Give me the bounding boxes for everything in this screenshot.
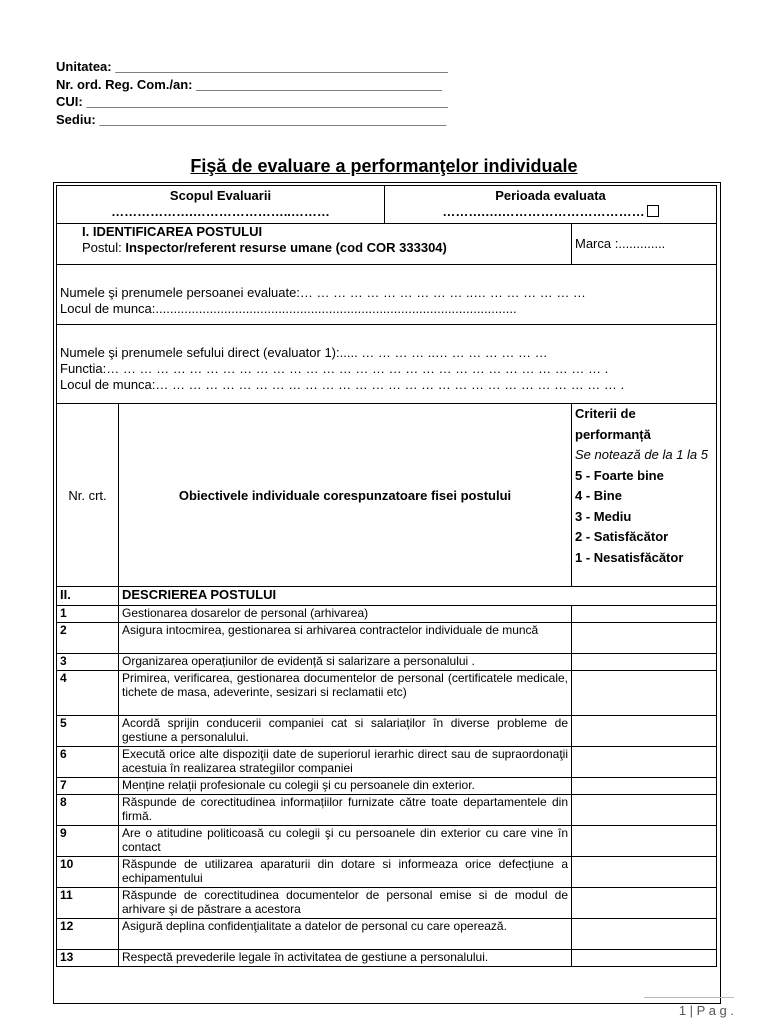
employee-name: Numele şi prenumele persoanei evaluate:… … … … … … … … … … ..… … … … … … … [60,285,586,300]
post-identification-cell [57,224,572,265]
item-description: Execută orice alte dispoziţii date de superiorul ierarhic direct sau de supraordonaţii acestuia în realizarea strategiilor companiei [119,747,572,778]
document-title: Fişă de evaluare a performanţelor individuale [190,156,578,176]
table-row [57,888,717,919]
item-score-cell[interactable] [572,747,717,778]
section-1-title: I. IDENTIFICAREA POSTULUI [82,224,263,239]
period-checkbox[interactable] [647,205,659,217]
item-score-cell[interactable] [572,795,717,826]
item-number: 12 [57,919,119,950]
item-number: 8 [57,795,119,826]
item-score-cell[interactable] [572,950,717,967]
page-footer [679,1003,734,1018]
evaluator-workplace: Locul de munca:… … … … … … … … … … … … … … … … … … … … … … … … … … … … . [60,377,625,392]
post-label: Postul: [82,240,126,255]
cui-field: CUI: __________________________________________________ [56,94,448,109]
objectives-header: Obiectivele individuale corespunzatoare fisei postului [119,404,572,587]
footer-divider [644,997,734,998]
scale-2: 2 - Satisfăcător [575,529,669,544]
page-number: 1 | P a g . [678,1003,734,1018]
scope-cell [57,186,385,224]
evaluator-function: Functia:… … … … … … … … … … … … … … … … … … … … … … … … … … … … … … . [60,361,609,376]
item-description: Răspunde de corectitudinea informațiilor furnizate către toate departamentele din firmă. [119,795,572,826]
item-score-cell[interactable] [572,888,717,919]
item-description: Primirea, verificarea, gestionarea documentelor de personal (certificatele medicale, tichete de masa, adeverinte, sesizari si reclamatii etc) [119,671,572,716]
scope-dots: ……………….…………………..……… [111,204,330,219]
scale-4: 4 - Bine [575,488,622,503]
post-value: Inspector/referent resurse umane (cod COR 333304) [125,240,447,255]
marca-cell [572,224,717,265]
criteria-title: Criterii de performanță [575,406,651,442]
item-number: 7 [57,778,119,795]
item-description: Răspunde de utilizarea aparaturii din dotare si informeaza orice defecțiune a echipamentului [119,857,572,888]
item-number: 2 [57,623,119,654]
scale-3: 3 - Mediu [575,508,632,524]
item-description: Are o atitudine politicoasă cu colegii şi cu persoanele din exterior cu care vine în contact [119,826,572,857]
evaluator-name: Numele şi prenumele sefului direct (evaluator 1):..... … … … … ..… … … … … … … [60,345,548,360]
item-number: 5 [57,716,119,747]
table-row [57,778,717,795]
table-row [57,826,717,857]
item-score-cell[interactable] [572,716,717,747]
item-number: 6 [57,747,119,778]
item-description: Respectă prevederile legale în activitatea de gestiune a personalului. [119,950,572,967]
table-row [57,857,717,888]
table-row [57,950,717,967]
employee-workplace: Locul de munca:.................................................................................................... [60,301,517,316]
table-row [57,671,717,716]
item-number: 11 [57,888,119,919]
scale-5: 5 - Foarte bine [575,467,664,483]
company-header [56,58,448,128]
item-score-cell[interactable] [572,919,717,950]
item-description: Răspunde de corectitudinea documentelor de personal emise si de modul de arhivare şi de păstrare a acestora [119,888,572,919]
marca-field: Marca :............. [575,236,666,251]
item-score-cell[interactable] [572,623,717,654]
table-row [57,623,717,654]
item-score-cell[interactable] [572,778,717,795]
sediu-field: Sediu: ________________________________________________ [56,111,447,127]
period-dots: ……….….…………………………… [442,204,645,219]
period-cell [385,186,717,224]
item-number: 9 [57,826,119,857]
table-row [57,795,717,826]
scale-1: 1 - Nesatisfăcător [575,549,684,565]
criteria-note: Se notează de la 1 la 5 [575,447,708,462]
scope-label: Scopul Evaluarii [169,188,272,203]
employee-cell [57,265,717,325]
item-number: 3 [57,654,119,671]
period-label: Perioada evaluata [495,188,606,203]
item-number: 13 [57,950,119,967]
item-number: 1 [57,606,119,623]
reg-com-field: Nr. ord. Reg. Com./an: __________________________________ [56,76,442,92]
item-description: Acordă sprijin conducerii companiei cat si salariaților în diverse probleme de gestiune a personalului. [119,716,572,747]
table-row [57,919,717,950]
item-description: Gestionarea dosarelor de personal (arhivarea) [119,606,572,623]
item-description: Menține relații profesionale cu colegii şi cu persoanele din exterior. [119,778,572,795]
item-score-cell[interactable] [572,671,717,716]
section-2-title: DESCRIEREA POSTULUI [119,587,717,606]
item-description: Asigura intocmirea, gestionarea si arhivarea contractelor individuale de muncă [119,623,572,654]
unitatea-field: Unitatea: ______________________________________________ [56,59,448,74]
table-row [57,747,717,778]
table-row [57,716,717,747]
nr-crt-header: Nr. crt. [57,404,119,587]
item-score-cell[interactable] [572,654,717,671]
item-number: 4 [57,671,119,716]
evaluator-cell [57,325,717,404]
item-score-cell[interactable] [572,826,717,857]
item-score-cell[interactable] [572,606,717,623]
table-row [57,654,717,671]
section-2-number: II. [57,587,119,606]
criteria-header [572,404,717,587]
item-description: Organizarea operațiunilor de evidență si salarizare a personalului . [119,654,572,671]
item-score-cell[interactable] [572,857,717,888]
table-row [57,606,717,623]
item-description: Asigură deplina confidenţialitate a datelor de personal cu care operează. [119,919,572,950]
item-number: 10 [57,857,119,888]
evaluation-table [56,185,717,967]
